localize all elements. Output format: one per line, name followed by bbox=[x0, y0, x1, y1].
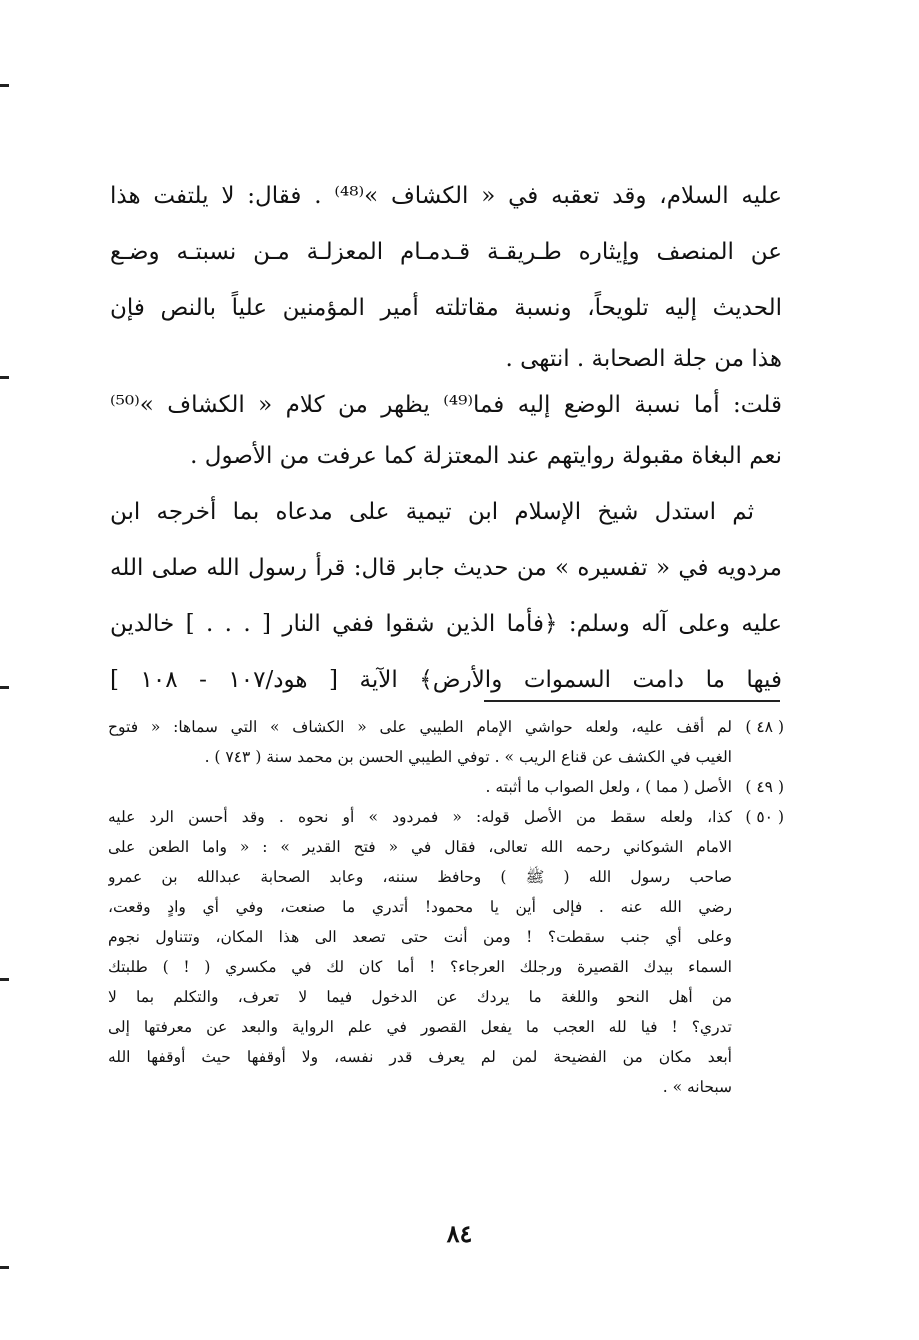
footnote-line: أبعد مكان من الفضيحة لمن لم يعرف قدر نفسه، ولا أوقفها حيث أوقفها الله bbox=[108, 1048, 732, 1066]
footnote-line: سبحانه » . bbox=[662, 1078, 732, 1096]
footnotes-block bbox=[108, 712, 784, 1102]
footnote-line: الامام الشوكاني رحمه الله تعالى، فقال في « فتح القدير » : « واما الطعن على bbox=[108, 838, 732, 856]
page-number: ٨٤ bbox=[446, 1219, 473, 1248]
footnote-number: ( ٥٠ ) bbox=[745, 808, 784, 826]
margin-mark bbox=[0, 84, 9, 87]
footnote-48 bbox=[108, 712, 784, 772]
main-text-block bbox=[110, 168, 782, 708]
footnote-50 bbox=[108, 802, 784, 1102]
footnote-line: السماء بيدك القصيرة ورجلك العرجاء؟ ! أما كان لك في مكسري ( ! ) طلبتك bbox=[108, 958, 732, 976]
footnote-number: ( ٤٩ ) bbox=[745, 778, 784, 796]
footnote-line: رضي الله عنه . فإلى أين يا محمود! أتدري ما صنعت، وفي أي وادٍ وقعت، bbox=[108, 898, 732, 916]
footnote-line: الغيب في الكشف عن قناع الريب » . توفي الطيبي الحسن بن محمد سنة ( ٧٤٣ ) . bbox=[204, 748, 732, 766]
footnote-line: من أهل النحو واللغة ما يردك عن الدخول فيما لا تعرف، والتكلم بما لا bbox=[108, 988, 732, 1006]
main-text-line: نعم البغاة مقبولة روايتهم عند المعتزلة كما عرفت من الأصول . bbox=[190, 443, 782, 469]
main-text-line: فيها ما دامت السموات والأرض﴾ الآية [ هود/١٠٧ - ١٠٨ ] bbox=[110, 667, 782, 693]
main-text-line: قلت: أما نسبة الوضع إليه فما⁽⁴⁹⁾ يظهر من كلام « الكشاف »⁽⁵⁰⁾ bbox=[110, 392, 782, 418]
footnote-line: لم أقف عليه، ولعله حواشي الإمام الطيبي على « الكشاف » التي سماها: « فتوح bbox=[108, 718, 732, 736]
footnote-line: تدري؟ ! فيا لله العجب ما يفعل القصور في علم الرواية والبعد عن معرفتها إلى bbox=[108, 1018, 732, 1036]
footnote-number: ( ٤٨ ) bbox=[745, 718, 784, 736]
footnote-divider bbox=[484, 700, 780, 702]
footnote-49 bbox=[108, 772, 784, 802]
footnote-line: الأصل ( مما ) ، ولعل الصواب ما أثبته . bbox=[485, 778, 732, 796]
footnote-line: صاحب رسول الله ( ﷺ ) وحافظ سننه، وعابد الصحابة عبدالله بن عمرو bbox=[108, 868, 732, 886]
footnote-line: كذا، ولعله سقط من الأصل قوله: « فمردود » أو نحوه . وقد أحسن الرد عليه bbox=[108, 808, 732, 826]
main-text-line: هذا من جلة الصحابة . انتهى . bbox=[505, 346, 782, 372]
footnote-line: وعلى أي جنب سقطت؟ ! ومن أنت حتى تصعد الى هذا المكان، وتتناول نجوم bbox=[108, 928, 732, 946]
margin-mark bbox=[0, 1266, 9, 1269]
margin-mark bbox=[0, 376, 9, 379]
margin-mark bbox=[0, 978, 9, 981]
margin-mark bbox=[0, 686, 9, 689]
main-text-line: عليه وعلى آله وسلم: ﴿فأما الذين شقوا ففي النار [ . . . ] خالدين bbox=[110, 611, 782, 637]
main-text-line: ثم استدل شيخ الإسلام ابن تيمية على مدعاه بما أخرجه ابن bbox=[110, 499, 754, 525]
main-text-line: عليه السلام، وقد تعقبه في « الكشاف »⁽⁴⁸⁾ . فقال: لا يلتفت هذا bbox=[110, 183, 782, 209]
main-text-line: عن المنصف وإيثاره طـريقـة قـدمـام المعزلـة مـن نسبتـه وضـع bbox=[110, 239, 782, 265]
main-text-line: مردويه في « تفسيره » من حديث جابر قال: قرأ رسول الله صلى الله bbox=[110, 555, 782, 581]
main-text-line: الحديث إليه تلويحاً، ونسبة مقاتلته أمير المؤمنين علياً بالنص فإن bbox=[110, 295, 782, 321]
